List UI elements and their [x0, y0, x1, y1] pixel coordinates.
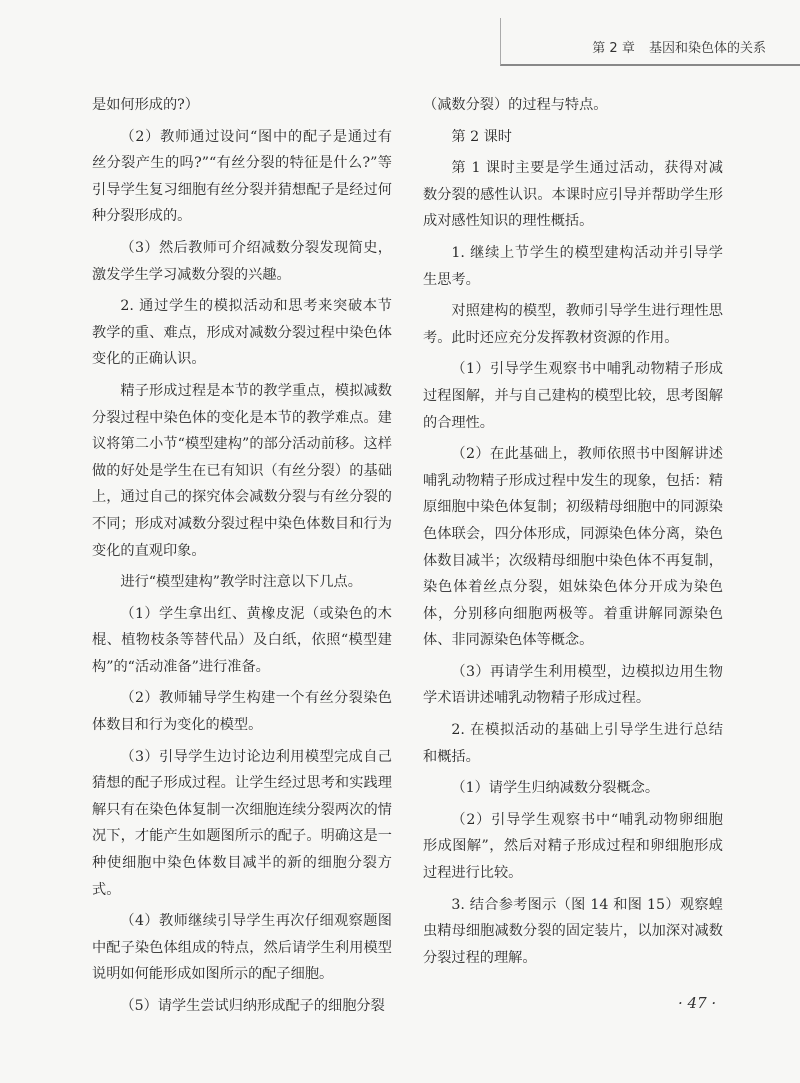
paragraph: （减数分裂）的过程与特点。 [423, 97, 608, 113]
paragraph: （2）教师通过设问“图中的配子是通过有丝分裂产生的吗?”“有丝分裂的特征是什么?”等引导学生复习细胞有丝分裂并猜想配子是经过何种分裂形成的。 [92, 128, 392, 225]
paragraph: 2. 通过学生的模拟活动和思考来突破本节教学的重、难点，形成对减数分裂过程中染色体变化的正确认识。 [92, 298, 392, 368]
chapter-title: 基因和染色体的关系 [648, 41, 766, 56]
paragraph: 精子形成过程是本节的教学重点，模拟减数分裂过程中染色体的变化是本节的教学难点。建议将第二小节“模型建构”的部分活动前移。这样做的好处是学生在已有知识（有丝分裂）的基础上，通过自己的探究体会减数分裂与有丝分裂的不同；形成对减数分裂过程中染色体数目和行为变化的直观印象。 [92, 382, 392, 559]
paragraph: （5）请学生尝试归纳形成配子的细胞分裂 [120, 998, 385, 1014]
paragraph: （4）教师继续引导学生再次仔细观察题图中配子染色体组成的特点，然后请学生利用模型说明如何能形成如图所示的配子细胞。 [92, 913, 392, 983]
paragraph: 是如何形成的?） [92, 97, 199, 113]
paragraph: （1）请学生归纳减数分裂概念。 [451, 780, 660, 797]
paragraph: （1）学生拿出红、黄橡皮泥（或染色的木棍、植物枝条等替代品）及白纸，依照“模型建构”的“活动准备”进行准备。 [92, 605, 392, 675]
paragraph: 进行“模型建构”教学时注意以下几点。 [120, 574, 362, 591]
paragraph: 第 1 课时主要是学生通过活动，获得对减数分裂的感性认识。本课时应引导并帮助学生形成对感性知识的理性概括。 [423, 160, 723, 230]
right-column [423, 92, 723, 976]
paragraph: （3）然后教师可介绍减数分裂发现简史，激发学生学习减数分裂的兴趣。 [92, 239, 392, 283]
paragraph: 1. 继续上节学生的模型建构活动并引导学生思考。 [423, 244, 723, 288]
paragraph: （2）引导学生观察书中“哺乳动物卵细胞形成图解”，然后对精子形成过程和卵细胞形成过程进行比较。 [423, 811, 723, 882]
paragraph: 3. 结合参考图示（图 14 和图 15）观察蝗虫精母细胞减数分裂的固定装片，以加深对减数分裂过程的理解。 [423, 896, 723, 966]
left-column [92, 92, 392, 1025]
paragraph: （2）教师辅导学生构建一个有丝分裂染色体数目和行为变化的模型。 [92, 690, 392, 734]
paragraph: 对照建构的模型，教师引导学生进行理性思考。此时还应充分发挥教材资源的作用。 [423, 303, 723, 346]
paragraph: （2）在此基础上，教师依照书中图解讲述哺乳动物精子形成过程中发生的现象，包括：精原细胞中染色体复制；初级精母细胞中的同源染色体联会，四分体形成，同源染色体分离，染色体数目减半；次级精母细胞中染色体不再复制，染色体着丝点分裂，姐妹染色体分开成为染色体，分别移向细胞两极等。着重讲解同源染色体、非同源染色体等概念。 [423, 446, 723, 649]
running-header [500, 18, 800, 66]
chapter-heading [592, 37, 766, 56]
paragraph: （1）引导学生观察书中哺乳动物精子形成过程图解，并与自己建构的模型比较，思考图解的合理性。 [423, 361, 723, 431]
chapter-number: 第 2 章 [592, 41, 635, 56]
paragraph: （3）再请学生利用模型，边模拟边用生物学术语讲述哺乳动物精子形成过程。 [423, 663, 723, 707]
section-heading: 第 2 课时 [451, 128, 512, 145]
page-number: · 47 · [678, 994, 717, 1012]
paragraph: 2. 在模拟活动的基础上引导学生进行总结和概括。 [423, 722, 723, 765]
paragraph: （3）引导学生边讨论边利用模型完成自己猜想的配子形成过程。让学生经过思考和实践理解只有在染色体复制一次细胞连续分裂两次的情况下，才能产生如题图所示的配子。明确这是一种使细胞中染色体数目减半的新的细胞分裂方式。 [92, 748, 392, 898]
